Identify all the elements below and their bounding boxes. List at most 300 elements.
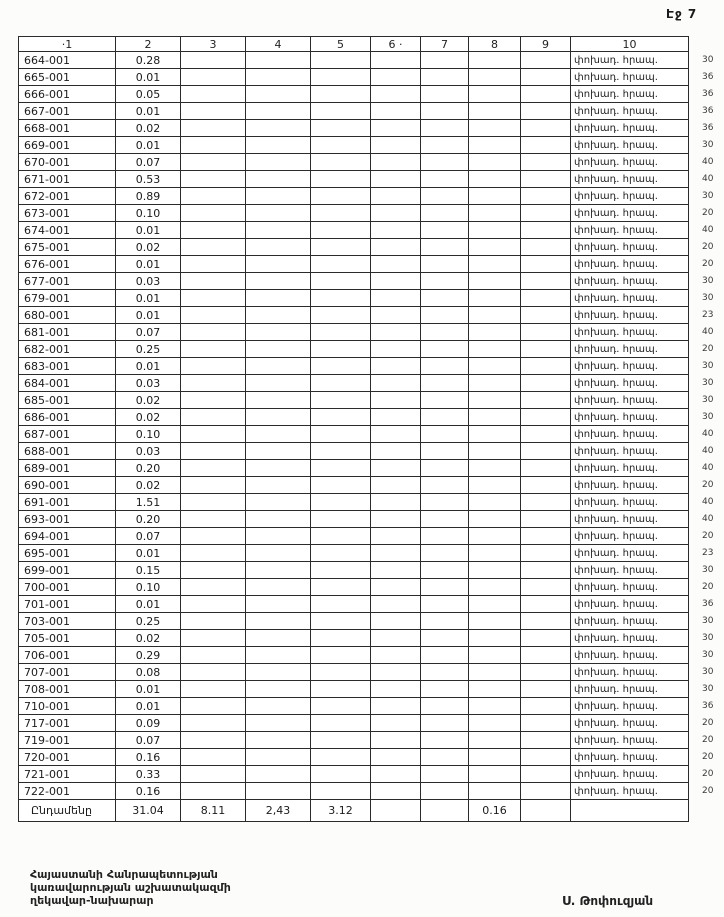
code-cell: 699-001 xyxy=(19,562,116,579)
empty-cell xyxy=(311,375,371,392)
empty-cell xyxy=(181,324,246,341)
table-row xyxy=(19,120,689,137)
empty-cell xyxy=(421,681,469,698)
empty-cell xyxy=(311,698,371,715)
table-row xyxy=(19,783,689,800)
empty-cell xyxy=(181,409,246,426)
empty-cell xyxy=(371,698,421,715)
empty-cell xyxy=(521,613,571,630)
total-value-cell: 8.11 xyxy=(181,800,246,822)
empty-cell xyxy=(469,443,521,460)
empty-cell xyxy=(246,545,311,562)
empty-cell xyxy=(521,137,571,154)
value-cell: 0.02 xyxy=(116,239,181,256)
value-cell: 0.10 xyxy=(116,426,181,443)
margin-note: 36 xyxy=(702,72,714,82)
value-cell: 0.07 xyxy=(116,324,181,341)
code-cell: 668-001 xyxy=(19,120,116,137)
empty-cell xyxy=(521,52,571,69)
margin-note: 40 xyxy=(702,446,714,456)
empty-cell xyxy=(246,596,311,613)
empty-cell xyxy=(246,52,311,69)
empty-cell xyxy=(421,783,469,800)
value-cell: 0.01 xyxy=(116,698,181,715)
empty-cell xyxy=(521,562,571,579)
issuer-title-line-3: ղեկավար-նախարար xyxy=(30,894,154,907)
empty-cell xyxy=(181,766,246,783)
note-cell: փոխադ. հրապ. xyxy=(571,375,689,392)
empty-cell xyxy=(311,562,371,579)
code-cell: 719-001 xyxy=(19,732,116,749)
empty-cell xyxy=(469,749,521,766)
value-cell: 0.05 xyxy=(116,86,181,103)
note-cell: փոխադ. հրապ. xyxy=(571,273,689,290)
empty-cell xyxy=(421,647,469,664)
empty-cell xyxy=(521,596,571,613)
table-row xyxy=(19,324,689,341)
code-cell: 683-001 xyxy=(19,358,116,375)
total-value-cell xyxy=(371,800,421,822)
table-row xyxy=(19,86,689,103)
empty-cell xyxy=(181,392,246,409)
code-cell: 705-001 xyxy=(19,630,116,647)
code-cell: 667-001 xyxy=(19,103,116,120)
empty-cell xyxy=(311,273,371,290)
code-cell: 700-001 xyxy=(19,579,116,596)
empty-cell xyxy=(371,222,421,239)
table-row xyxy=(19,562,689,579)
empty-cell xyxy=(311,613,371,630)
empty-cell xyxy=(371,171,421,188)
code-cell: 688-001 xyxy=(19,443,116,460)
empty-cell xyxy=(469,341,521,358)
empty-cell xyxy=(371,460,421,477)
table-row xyxy=(19,579,689,596)
note-cell: փոխադ. հրապ. xyxy=(571,443,689,460)
empty-cell xyxy=(246,562,311,579)
empty-cell xyxy=(246,290,311,307)
empty-cell xyxy=(181,69,246,86)
empty-cell xyxy=(371,545,421,562)
value-cell: 0.20 xyxy=(116,460,181,477)
code-cell: 675-001 xyxy=(19,239,116,256)
value-cell: 0.15 xyxy=(116,562,181,579)
empty-cell xyxy=(469,86,521,103)
empty-cell xyxy=(311,460,371,477)
column-header-8: 8 xyxy=(469,37,521,52)
empty-cell xyxy=(246,613,311,630)
code-cell: 664-001 xyxy=(19,52,116,69)
empty-cell xyxy=(469,188,521,205)
value-cell: 0.10 xyxy=(116,205,181,222)
empty-cell xyxy=(181,205,246,222)
table-row xyxy=(19,239,689,256)
empty-cell xyxy=(371,783,421,800)
empty-cell xyxy=(371,732,421,749)
margin-note: 20 xyxy=(702,242,714,252)
empty-cell xyxy=(521,494,571,511)
table-row xyxy=(19,460,689,477)
empty-cell xyxy=(421,307,469,324)
empty-cell xyxy=(246,732,311,749)
value-cell: 0.01 xyxy=(116,358,181,375)
note-cell: փոխադ. հրապ. xyxy=(571,562,689,579)
margin-note: 40 xyxy=(702,157,714,167)
empty-cell xyxy=(469,392,521,409)
empty-cell xyxy=(181,375,246,392)
table-row xyxy=(19,715,689,732)
value-cell: 0.28 xyxy=(116,52,181,69)
empty-cell xyxy=(371,69,421,86)
empty-cell xyxy=(181,511,246,528)
empty-cell xyxy=(469,154,521,171)
code-cell: 717-001 xyxy=(19,715,116,732)
empty-cell xyxy=(311,528,371,545)
total-value-cell: 3.12 xyxy=(311,800,371,822)
empty-cell xyxy=(181,681,246,698)
empty-cell xyxy=(311,103,371,120)
empty-cell xyxy=(469,409,521,426)
table-row xyxy=(19,222,689,239)
table-row xyxy=(19,154,689,171)
margin-note: 30 xyxy=(702,684,714,694)
empty-cell xyxy=(246,392,311,409)
empty-cell xyxy=(246,375,311,392)
empty-cell xyxy=(469,511,521,528)
table-row xyxy=(19,443,689,460)
note-cell: փոխադ. հրապ. xyxy=(571,307,689,324)
margin-note: 23 xyxy=(702,310,714,320)
note-cell: փոխադ. հրապ. xyxy=(571,596,689,613)
table-row xyxy=(19,630,689,647)
column-header-6: 6 · xyxy=(371,37,421,52)
empty-cell xyxy=(521,256,571,273)
code-cell: 669-001 xyxy=(19,137,116,154)
empty-cell xyxy=(421,86,469,103)
empty-cell xyxy=(181,137,246,154)
empty-cell xyxy=(421,290,469,307)
empty-cell xyxy=(521,443,571,460)
column-header-3: 3 xyxy=(181,37,246,52)
empty-cell xyxy=(521,426,571,443)
table-row xyxy=(19,596,689,613)
value-cell: 0.01 xyxy=(116,69,181,86)
code-cell: 687-001 xyxy=(19,426,116,443)
total-value-cell xyxy=(571,800,689,822)
empty-cell xyxy=(469,681,521,698)
empty-cell xyxy=(469,477,521,494)
empty-cell xyxy=(181,341,246,358)
empty-cell xyxy=(521,120,571,137)
value-cell: 0.01 xyxy=(116,545,181,562)
value-cell: 0.01 xyxy=(116,256,181,273)
note-cell: փոխադ. հրապ. xyxy=(571,69,689,86)
value-cell: 0.16 xyxy=(116,783,181,800)
empty-cell xyxy=(421,443,469,460)
note-cell: փոխադ. հրապ. xyxy=(571,528,689,545)
note-cell: փոխադ. հրապ. xyxy=(571,324,689,341)
page-number-label: Էջ 7 xyxy=(666,7,698,21)
empty-cell xyxy=(421,698,469,715)
empty-cell xyxy=(421,732,469,749)
empty-cell xyxy=(521,647,571,664)
empty-cell xyxy=(371,341,421,358)
empty-cell xyxy=(311,392,371,409)
empty-cell xyxy=(521,86,571,103)
empty-cell xyxy=(371,324,421,341)
table-row xyxy=(19,341,689,358)
value-cell: 0.07 xyxy=(116,732,181,749)
empty-cell xyxy=(469,545,521,562)
table-row xyxy=(19,392,689,409)
empty-cell xyxy=(371,630,421,647)
issuer-title-line-2: կառավարության աշխատակազմի xyxy=(30,881,231,894)
empty-cell xyxy=(181,749,246,766)
margin-note: 36 xyxy=(702,89,714,99)
empty-cell xyxy=(181,477,246,494)
column-header-9: 9 xyxy=(521,37,571,52)
value-cell: 0.03 xyxy=(116,375,181,392)
empty-cell xyxy=(246,222,311,239)
code-cell: 701-001 xyxy=(19,596,116,613)
empty-cell xyxy=(521,511,571,528)
empty-cell xyxy=(421,256,469,273)
empty-cell xyxy=(246,324,311,341)
note-cell: փոխադ. հրապ. xyxy=(571,647,689,664)
margin-note: 30 xyxy=(702,293,714,303)
value-cell: 0.01 xyxy=(116,137,181,154)
note-cell: փոխադ. հրապ. xyxy=(571,732,689,749)
code-cell: 691-001 xyxy=(19,494,116,511)
empty-cell xyxy=(421,511,469,528)
empty-cell xyxy=(469,596,521,613)
empty-cell xyxy=(246,579,311,596)
note-cell: փոխադ. հրապ. xyxy=(571,239,689,256)
empty-cell xyxy=(246,528,311,545)
empty-cell xyxy=(311,205,371,222)
table-row xyxy=(19,358,689,375)
empty-cell xyxy=(311,188,371,205)
empty-cell xyxy=(311,137,371,154)
code-cell: 686-001 xyxy=(19,409,116,426)
empty-cell xyxy=(181,528,246,545)
note-cell: փոխադ. հրապ. xyxy=(571,613,689,630)
code-cell: 710-001 xyxy=(19,698,116,715)
table-row xyxy=(19,375,689,392)
empty-cell xyxy=(469,766,521,783)
empty-cell xyxy=(246,103,311,120)
margin-note: 30 xyxy=(702,412,714,422)
empty-cell xyxy=(521,477,571,494)
empty-cell xyxy=(421,477,469,494)
empty-cell xyxy=(521,749,571,766)
code-cell: 721-001 xyxy=(19,766,116,783)
empty-cell xyxy=(469,528,521,545)
table-row xyxy=(19,647,689,664)
empty-cell xyxy=(181,120,246,137)
total-value-cell xyxy=(421,800,469,822)
column-header-2: 2 xyxy=(116,37,181,52)
value-cell: 0.03 xyxy=(116,443,181,460)
empty-cell xyxy=(469,562,521,579)
empty-cell xyxy=(246,171,311,188)
empty-cell xyxy=(421,188,469,205)
empty-cell xyxy=(181,460,246,477)
total-value-cell: 2,43 xyxy=(246,800,311,822)
total-value-cell: 31.04 xyxy=(116,800,181,822)
empty-cell xyxy=(371,664,421,681)
empty-cell xyxy=(521,460,571,477)
margin-note: 40 xyxy=(702,463,714,473)
empty-cell xyxy=(371,766,421,783)
empty-cell xyxy=(371,443,421,460)
empty-cell xyxy=(421,545,469,562)
note-cell: փոխադ. հրապ. xyxy=(571,256,689,273)
empty-cell xyxy=(181,715,246,732)
note-cell: փոխադ. հրապ. xyxy=(571,545,689,562)
code-cell: 706-001 xyxy=(19,647,116,664)
table-row xyxy=(19,188,689,205)
table-row xyxy=(19,477,689,494)
empty-cell xyxy=(371,307,421,324)
note-cell: փոխադ. հրապ. xyxy=(571,290,689,307)
empty-cell xyxy=(421,239,469,256)
table-row xyxy=(19,545,689,562)
note-cell: փոխադ. հրապ. xyxy=(571,783,689,800)
empty-cell xyxy=(371,120,421,137)
empty-cell xyxy=(421,409,469,426)
empty-cell xyxy=(311,783,371,800)
margin-note: 30 xyxy=(702,378,714,388)
empty-cell xyxy=(311,494,371,511)
note-cell: փոխադ. հրապ. xyxy=(571,205,689,222)
empty-cell xyxy=(469,613,521,630)
note-cell: փոխադ. հրապ. xyxy=(571,494,689,511)
value-cell: 0.01 xyxy=(116,681,181,698)
table-row xyxy=(19,290,689,307)
note-cell: փոխադ. հրապ. xyxy=(571,137,689,154)
margin-note: 20 xyxy=(702,582,714,592)
table-footer xyxy=(19,800,689,822)
empty-cell xyxy=(421,613,469,630)
empty-cell xyxy=(421,103,469,120)
total-value-cell xyxy=(521,800,571,822)
margin-note: 20 xyxy=(702,718,714,728)
table-row xyxy=(19,409,689,426)
code-cell: 666-001 xyxy=(19,86,116,103)
note-cell: փոխադ. հրապ. xyxy=(571,749,689,766)
empty-cell xyxy=(469,69,521,86)
note-cell: փոխադ. հրապ. xyxy=(571,171,689,188)
empty-cell xyxy=(311,222,371,239)
empty-cell xyxy=(181,613,246,630)
empty-cell xyxy=(246,443,311,460)
empty-cell xyxy=(421,222,469,239)
empty-cell xyxy=(521,188,571,205)
value-cell: 1.51 xyxy=(116,494,181,511)
value-cell: 0.02 xyxy=(116,409,181,426)
empty-cell xyxy=(181,222,246,239)
margin-note: 20 xyxy=(702,531,714,541)
empty-cell xyxy=(421,392,469,409)
empty-cell xyxy=(521,154,571,171)
empty-cell xyxy=(311,290,371,307)
empty-cell xyxy=(421,715,469,732)
empty-cell xyxy=(371,715,421,732)
column-header-1: ·1 xyxy=(19,37,116,52)
margin-note: 20 xyxy=(702,735,714,745)
empty-cell xyxy=(311,681,371,698)
code-cell: 689-001 xyxy=(19,460,116,477)
margin-note: 20 xyxy=(702,769,714,779)
value-cell: 0.01 xyxy=(116,307,181,324)
code-cell: 685-001 xyxy=(19,392,116,409)
empty-cell xyxy=(521,545,571,562)
value-cell: 0.33 xyxy=(116,766,181,783)
value-cell: 0.02 xyxy=(116,392,181,409)
margin-note: 30 xyxy=(702,565,714,575)
table-header xyxy=(19,37,689,52)
margin-note: 36 xyxy=(702,106,714,116)
empty-cell xyxy=(246,137,311,154)
note-cell: փոխադ. հրապ. xyxy=(571,630,689,647)
empty-cell xyxy=(246,154,311,171)
note-cell: փոխադ. հրապ. xyxy=(571,715,689,732)
empty-cell xyxy=(246,494,311,511)
empty-cell xyxy=(371,494,421,511)
table-row xyxy=(19,273,689,290)
empty-cell xyxy=(181,545,246,562)
empty-cell xyxy=(181,494,246,511)
empty-cell xyxy=(371,137,421,154)
note-cell: փոխադ. հրապ. xyxy=(571,392,689,409)
code-cell: 684-001 xyxy=(19,375,116,392)
margin-note: 30 xyxy=(702,361,714,371)
note-cell: փոխադ. հրապ. xyxy=(571,154,689,171)
code-cell: 673-001 xyxy=(19,205,116,222)
table-row xyxy=(19,613,689,630)
empty-cell xyxy=(246,120,311,137)
empty-cell xyxy=(311,732,371,749)
empty-cell xyxy=(421,154,469,171)
empty-cell xyxy=(469,205,521,222)
empty-cell xyxy=(371,647,421,664)
code-cell: 680-001 xyxy=(19,307,116,324)
empty-cell xyxy=(371,375,421,392)
total-row xyxy=(19,800,689,822)
empty-cell xyxy=(311,426,371,443)
empty-cell xyxy=(371,511,421,528)
empty-cell xyxy=(421,52,469,69)
note-cell: փոխադ. հրապ. xyxy=(571,103,689,120)
margin-note: 36 xyxy=(702,701,714,711)
value-cell: 0.25 xyxy=(116,613,181,630)
empty-cell xyxy=(371,613,421,630)
note-cell: փոխադ. հրապ. xyxy=(571,579,689,596)
table-row xyxy=(19,137,689,154)
empty-cell xyxy=(521,579,571,596)
value-cell: 0.10 xyxy=(116,579,181,596)
empty-cell xyxy=(181,103,246,120)
margin-numbers xyxy=(699,36,724,866)
empty-cell xyxy=(311,664,371,681)
margin-note: 40 xyxy=(702,327,714,337)
empty-cell xyxy=(521,392,571,409)
empty-cell xyxy=(246,273,311,290)
column-header-10: 10 xyxy=(571,37,689,52)
margin-note: 20 xyxy=(702,480,714,490)
empty-cell xyxy=(311,766,371,783)
